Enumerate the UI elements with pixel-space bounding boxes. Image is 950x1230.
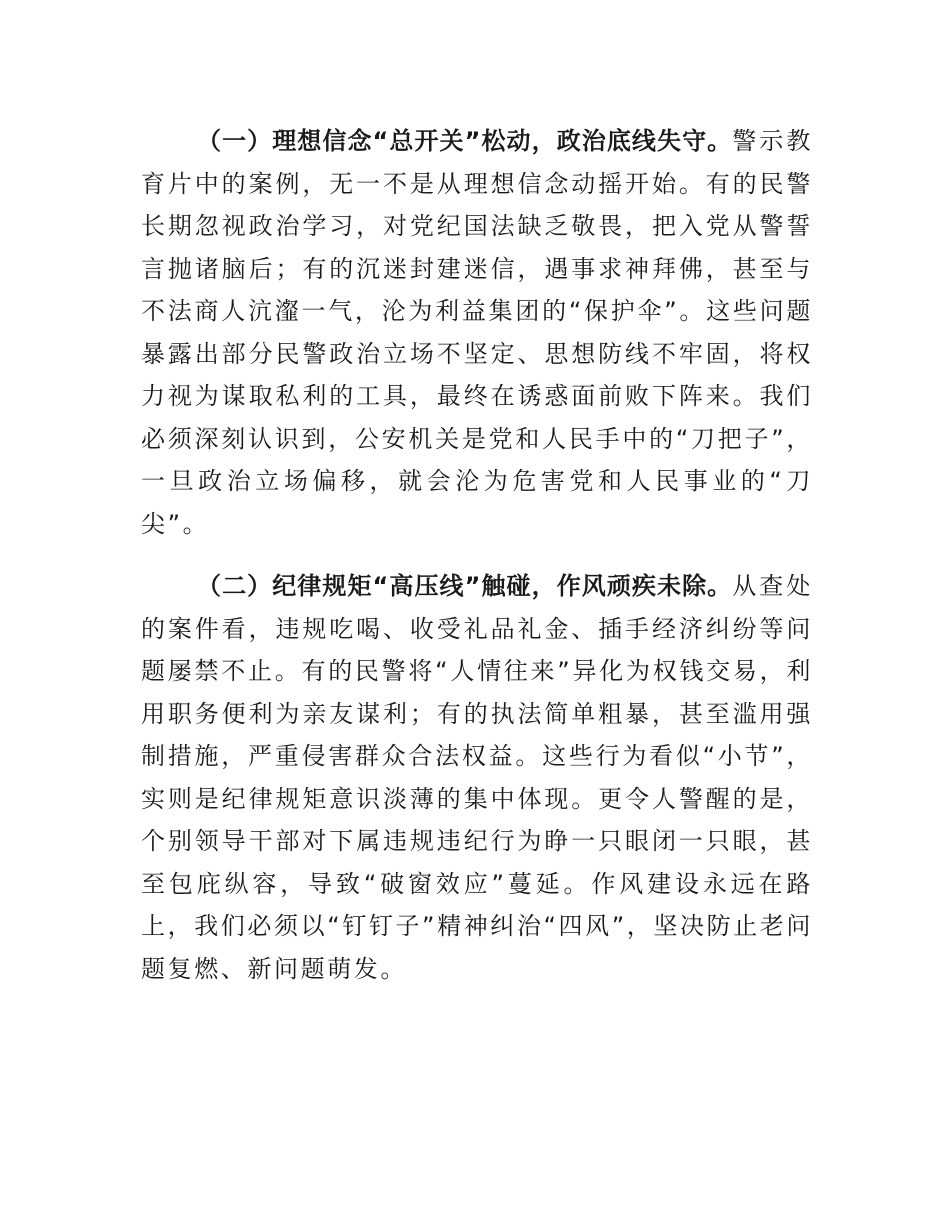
paragraph-2-heading: （二）纪律规矩“高压线”触碰，作风顽疾未除。 xyxy=(197,572,733,600)
document-body xyxy=(141,120,813,990)
paragraph-1-body: 警示教育片中的案例，无一不是从理想信念动摇开始。有的民警长期忽视政治学习，对党纪国法缺乏敬畏，把入党从警誓言抛诸脑后；有的沉迷封建迷信，遇事求神拜佛，甚至与不法商人沆瀣一气，沦为利益集团的“保护伞”。这些问题暴露出部分民警政治立场不坚定、思想防线不牢固，将权力视为谋取私利的工具，最终在诱惑面前败下阵来。我们必须深刻认识到，公安机关是党和人民手中的“刀把子”，一旦政治立场偏移，就会沦为危害党和人民事业的“刀尖”。 xyxy=(141,127,813,538)
paragraph-1-heading: （一）理想信念“总开关”松动，政治底线失守。 xyxy=(197,127,733,155)
paragraph-1 xyxy=(141,120,813,545)
paragraph-2-body: 从查处的案件看，违规吃喝、收受礼品礼金、插手经济纠纷等问题屡禁不止。有的民警将“人情往来”异化为权钱交易，利用职务便利为亲友谋利；有的执法简单粗暴，甚至滥用强制措施，严重侵害群众合法权益。这些行为看似“小节”，实则是纪律规矩意识淡薄的集中体现。更令人警醒的是，个别领导干部对下属违规违纪行为睁一只眼闭一只眼，甚至包庇纵容，导致“破窗效应”蔓延。作风建设永远在路上，我们必须以“钉钉子”精神纠治“四风”，坚决防止老问题复燃、新问题萌发。 xyxy=(141,572,813,983)
paragraph-2 xyxy=(141,565,813,990)
